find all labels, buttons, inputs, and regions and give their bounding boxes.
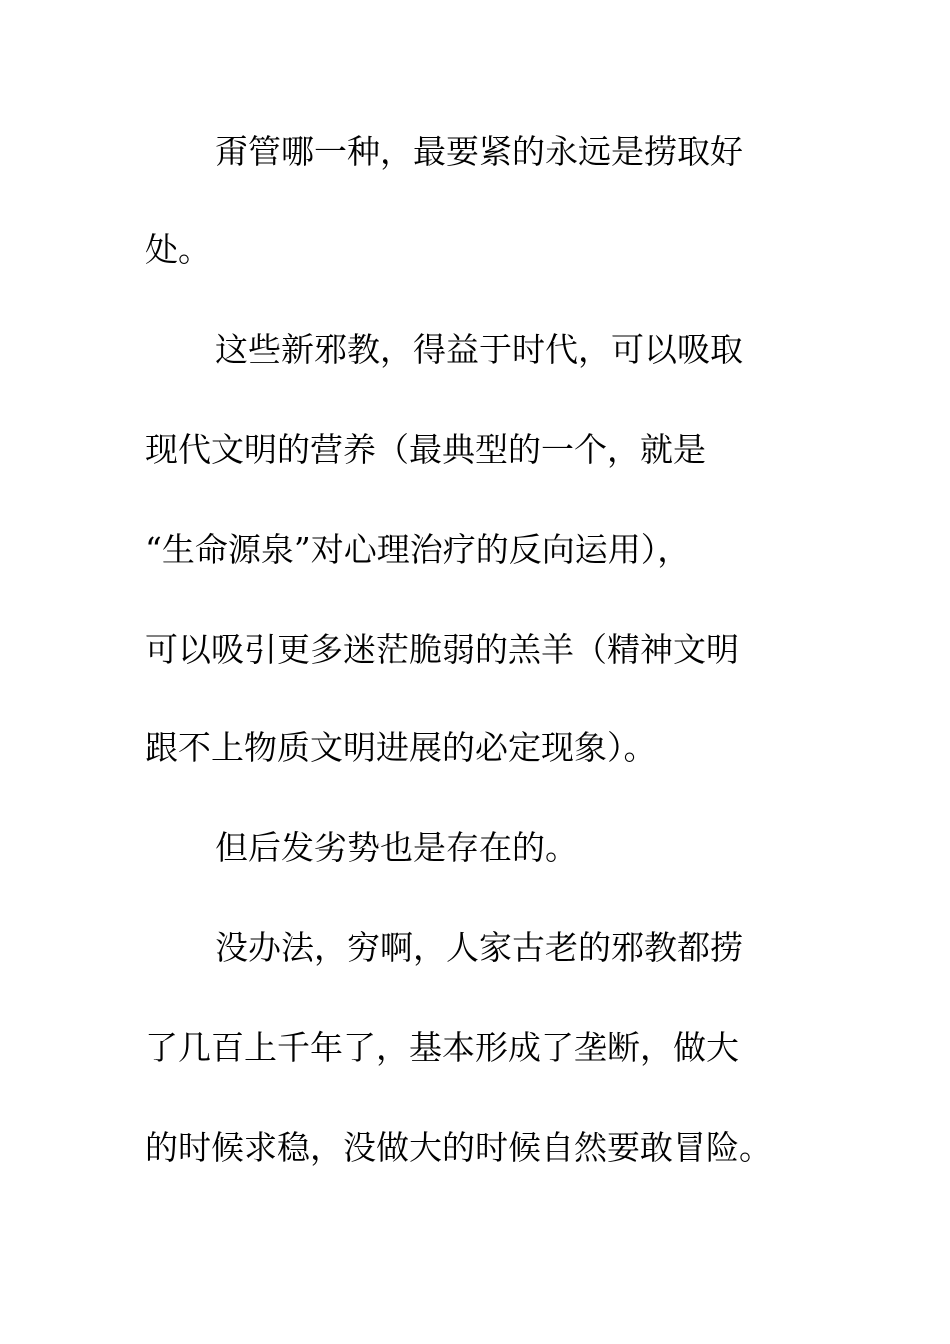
text-line: 但后发劣势也是存在的。 (215, 828, 578, 867)
text-line: 这些新邪教，得益于时代，可以吸取 (215, 330, 743, 369)
text-line: 了几百上千年了，基本形成了垄断，做大 (145, 1028, 739, 1067)
text-line: 甭管哪一种，最要紧的永远是捞取好 (215, 132, 743, 171)
text-line: 跟不上物质文明进展的必定现象）。 (145, 728, 657, 767)
text-line: 的时候求稳，没做大的时候自然要敢冒险。 (145, 1128, 772, 1167)
text-line: 可以吸引更多迷茫脆弱的羔羊（精神文明 (145, 630, 739, 669)
text-line: 处。 (145, 230, 211, 269)
text-line: 现代文明的营养（最典型的一个，就是 (145, 430, 706, 469)
text-line: “生命源泉”对心理治疗的反向运用）， (145, 530, 691, 569)
text-line: 没办法，穷啊，人家古老的邪教都捞 (215, 928, 743, 967)
